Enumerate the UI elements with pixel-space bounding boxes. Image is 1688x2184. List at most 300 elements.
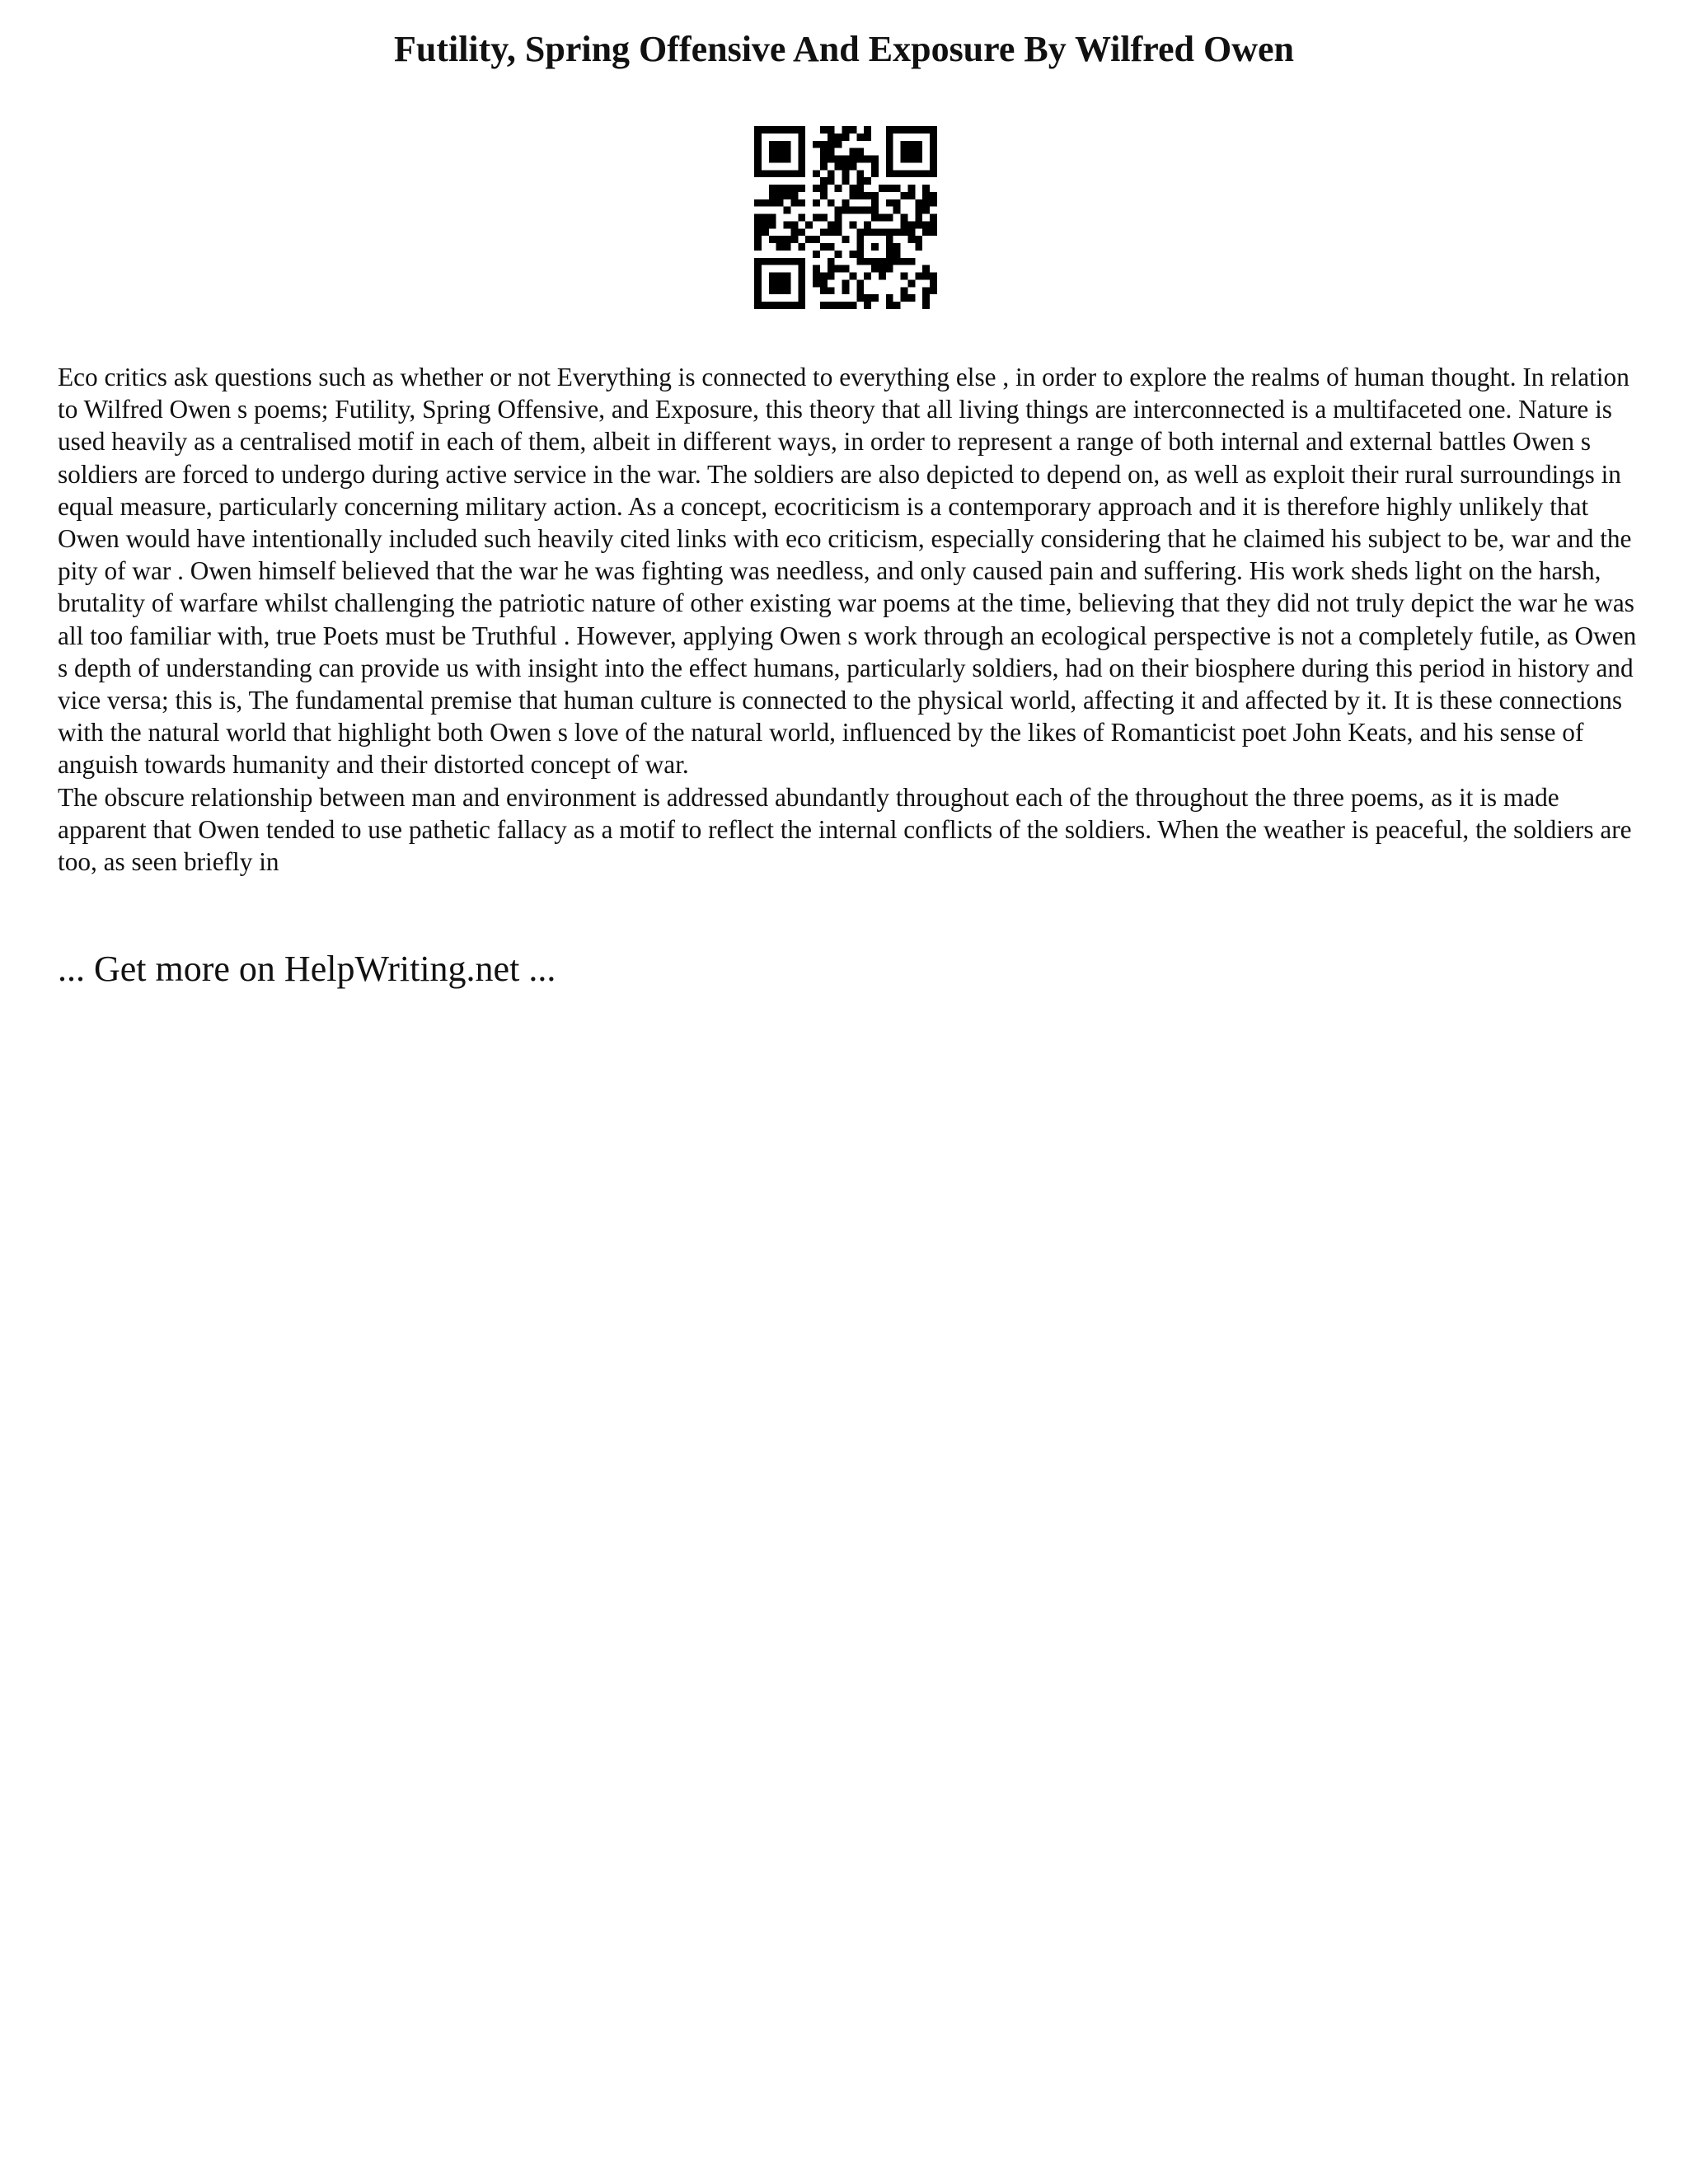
qr-module (871, 156, 879, 163)
qr-module (901, 192, 908, 199)
qr-module (849, 273, 856, 280)
qr-module (930, 134, 937, 141)
qr-module (849, 251, 856, 258)
qr-module (828, 177, 835, 185)
qr-module (776, 236, 784, 243)
qr-module (856, 185, 864, 192)
qr-module (930, 214, 937, 222)
qr-module (820, 287, 828, 294)
qr-module (754, 141, 762, 148)
qr-module (798, 287, 805, 294)
qr-module (915, 207, 922, 214)
qr-module (784, 221, 791, 228)
qr-module (893, 258, 901, 265)
qr-module (790, 236, 798, 243)
qr-module (820, 214, 828, 222)
qr-module (922, 228, 930, 236)
qr-module (849, 207, 856, 214)
qr-module (915, 221, 922, 228)
qr-module (820, 279, 828, 287)
qr-module (769, 185, 776, 192)
qr-module (879, 228, 886, 236)
qr-module (790, 228, 798, 236)
qr-module (798, 199, 805, 207)
qr-module (856, 243, 864, 251)
qr-module (813, 265, 820, 273)
qr-module (849, 221, 856, 228)
qr-module (879, 258, 886, 265)
qr-module (820, 148, 828, 156)
qr-module (871, 243, 879, 251)
qr-module (907, 170, 915, 177)
qr-module (820, 228, 828, 236)
qr-module (790, 258, 798, 265)
qr-module (835, 207, 842, 214)
qr-module (798, 162, 805, 170)
qr-module (842, 265, 850, 273)
qr-module (805, 221, 813, 228)
qr-module (871, 258, 879, 265)
qr-module (762, 199, 769, 207)
qr-module (930, 156, 937, 163)
qr-module (871, 214, 879, 222)
qr-module (856, 228, 864, 236)
paragraph: Eco critics ask questions such as whether or not Everything is connected to everything else , in order to explore the realms of human thought. In relation to Wilfred Owen s poems; Futility, Spring Offensive, and Exposure, this theory that all living things are interconnected is a multifaceted one. Nature is used heavily as a centralised motif in each of them, albeit in different ways, in order to represent a range of both internal and external battles Owen s soldiers are forced to undergo during active service in the war. The soldiers are also depicted to depend on, as well as exploit their rural surroundings in equal measure, particularly concerning military action. As a concept, ecocriticism is a contemporary approach and it is therefore highly unlikely that Owen would have intentionally included such heavily cited links with eco criticism, especially considering that he claimed his subject to be, war and the pity of war . Owen himself believed that the war he was fighting was needless, and only caused pain and suffering. His work sheds light on the harsh, brutality of warfare whilst challenging the patriotic nature of other existing war poems at the time, believing that they did not truly depict the war he was all too familiar with, true Poets must be Truthful . However, applying Owen s work through an ecological perspective is not a completely futile, as Owen s depth of understanding can provide us with insight into the effect humans, particularly soldiers, had on their biosphere during this period in history and vice versa; this is, The fundamental premise that human culture is connected to the physical world, affecting it and affected by it. It is these connections with the natural world that highlight both Owen s love of the natural world, influenced by the likes of Romanticist poet John Keats, and his sense of anguish towards humanity and their distorted concept of war. (58, 363, 1637, 780)
qr-module (769, 192, 776, 199)
qr-module (886, 251, 893, 258)
qr-module (784, 126, 791, 134)
qr-module (915, 170, 922, 177)
qr-module (762, 214, 769, 222)
qr-module (798, 273, 805, 280)
qr-module (784, 258, 791, 265)
qr-module (790, 221, 798, 228)
qr-module (930, 228, 937, 236)
qr-module (879, 185, 886, 192)
qr-module (842, 279, 850, 287)
qr-module (776, 302, 784, 309)
qr-module (828, 273, 835, 280)
qr-module (922, 126, 930, 134)
qr-module (864, 228, 871, 236)
qr-module (842, 199, 850, 207)
qr-module (769, 258, 776, 265)
qr-module (907, 192, 915, 199)
qr-module (893, 228, 901, 236)
qr-module (776, 126, 784, 134)
qr-module (762, 228, 769, 236)
qr-module (820, 185, 828, 192)
qr-module (835, 221, 842, 228)
qr-module (776, 141, 784, 148)
qr-module (915, 236, 922, 243)
qr-module (864, 156, 871, 163)
qr-module (871, 207, 879, 214)
qr-module (828, 228, 835, 236)
qr-module (915, 273, 922, 280)
qr-module (886, 162, 893, 170)
qr-module (930, 279, 937, 287)
qr-module (871, 228, 879, 236)
qr-module (886, 243, 893, 251)
qr-module (856, 207, 864, 214)
qr-module (886, 258, 893, 265)
qr-module (864, 207, 871, 214)
qr-module (754, 294, 762, 302)
qr-module (754, 221, 762, 228)
qr-module (856, 192, 864, 199)
qr-module (901, 170, 908, 177)
qr-module (790, 126, 798, 134)
qr-module (930, 141, 937, 148)
qr-module (893, 170, 901, 177)
qr-module (930, 126, 937, 134)
qr-module (856, 258, 864, 265)
qr-module (835, 251, 842, 258)
qr-module (907, 148, 915, 156)
qr-module (871, 192, 879, 199)
qr-module (784, 279, 791, 287)
qr-module (769, 302, 776, 309)
qr-module (856, 170, 864, 177)
qr-module (886, 199, 893, 207)
qr-module (907, 236, 915, 243)
qr-module (813, 185, 820, 192)
qr-module (922, 287, 930, 294)
qr-module (835, 141, 842, 148)
qr-module (820, 141, 828, 148)
qr-module (820, 162, 828, 170)
qr-module (930, 148, 937, 156)
qr-module (922, 185, 930, 192)
qr-module (907, 228, 915, 236)
qr-module (849, 302, 856, 309)
qr-module (790, 192, 798, 199)
qr-module (754, 170, 762, 177)
qr-module (922, 221, 930, 228)
qr-module (893, 185, 901, 192)
qr-module (762, 170, 769, 177)
qr-module (776, 258, 784, 265)
qr-module (901, 294, 908, 302)
qr-module (901, 228, 908, 236)
qr-module (769, 279, 776, 287)
qr-module (813, 279, 820, 287)
qr-module (776, 287, 784, 294)
qr-module (754, 236, 762, 243)
qr-module (893, 199, 901, 207)
qr-module (879, 273, 886, 280)
qr-module (907, 185, 915, 192)
qr-module (798, 265, 805, 273)
qr-module (864, 273, 871, 280)
qr-module (893, 302, 901, 309)
qr-module (886, 228, 893, 236)
qr-module (776, 170, 784, 177)
qr-module (769, 214, 776, 222)
qr-module (901, 221, 908, 228)
qr-module (871, 265, 879, 273)
qr-module (856, 294, 864, 302)
get-more-link[interactable]: ... Get more on HelpWriting.net ... (58, 949, 556, 989)
qr-module (754, 302, 762, 309)
qr-module (930, 287, 937, 294)
qr-module (776, 273, 784, 280)
qr-module (856, 156, 864, 163)
qr-module (849, 185, 856, 192)
qr-module (784, 141, 791, 148)
qr-module (754, 126, 762, 134)
qr-module (856, 236, 864, 243)
qr-module (813, 170, 820, 177)
qr-module (856, 279, 864, 287)
qr-module (907, 258, 915, 265)
qr-module (856, 177, 864, 185)
qr-module (776, 148, 784, 156)
qr-module (784, 148, 791, 156)
qr-module (842, 287, 850, 294)
qr-module (907, 126, 915, 134)
qr-module (886, 185, 893, 192)
qr-module (835, 214, 842, 222)
qr-module (901, 156, 908, 163)
qr-module (813, 251, 820, 258)
qr-module (828, 126, 835, 134)
qr-module (886, 156, 893, 163)
qr-module (915, 126, 922, 134)
qr-module (901, 287, 908, 294)
qr-module (901, 273, 908, 280)
qr-module (842, 177, 850, 185)
qr-module (828, 265, 835, 273)
qr-module (835, 162, 842, 170)
qr-module (907, 141, 915, 148)
qr-module (930, 199, 937, 207)
qr-module (922, 302, 930, 309)
qr-module (856, 148, 864, 156)
qr-module (798, 156, 805, 163)
qr-module (828, 148, 835, 156)
qr-module (879, 265, 886, 273)
qr-module (828, 199, 835, 207)
qr-module (922, 170, 930, 177)
qr-module (798, 185, 805, 192)
qr-module (864, 294, 871, 302)
qr-module (798, 148, 805, 156)
qr-module (784, 243, 791, 251)
qr-module (901, 214, 908, 222)
qr-module (907, 294, 915, 302)
qr-module (798, 279, 805, 287)
article-body (58, 361, 1640, 878)
qr-module (879, 214, 886, 222)
qr-module (769, 236, 776, 243)
qr-module (893, 243, 901, 251)
qr-module (828, 258, 835, 265)
qr-module (915, 199, 922, 207)
qr-module (813, 214, 820, 222)
qr-module (828, 243, 835, 251)
qr-module (820, 177, 828, 185)
qr-module (769, 221, 776, 228)
qr-module (769, 148, 776, 156)
qr-module (893, 126, 901, 134)
qr-module (769, 156, 776, 163)
qr-module (930, 273, 937, 280)
qr-module (886, 126, 893, 134)
qr-module (820, 243, 828, 251)
qr-module (901, 148, 908, 156)
qr-module (842, 156, 850, 163)
qr-module (798, 134, 805, 141)
qr-module (798, 228, 805, 236)
qr-module (871, 170, 879, 177)
qr-module (754, 228, 762, 236)
qr-module (762, 302, 769, 309)
qr-module (798, 170, 805, 177)
qr-module (820, 273, 828, 280)
qr-module (886, 236, 893, 243)
qr-module (864, 134, 871, 141)
qr-module (842, 170, 850, 177)
paragraph: The obscure relationship between man and environment is addressed abundantly throughout each of the throughout the three poems, as it is made apparent that Owen tended to use pathetic fallacy as a motif to reflect the internal conflicts of the soldiers. When the weather is peaceful, the soldiers are too, as seen briefly in (58, 782, 1632, 877)
qr-module (901, 141, 908, 148)
qr-module (915, 214, 922, 222)
qr-module (886, 265, 893, 273)
qr-module (769, 141, 776, 148)
qr-module (820, 156, 828, 163)
qr-module (886, 294, 893, 302)
qr-module (776, 279, 784, 287)
qr-module (784, 192, 791, 199)
qr-module (769, 287, 776, 294)
qr-module (864, 126, 871, 134)
qr-module (835, 185, 842, 192)
qr-module (754, 265, 762, 273)
qr-module (784, 287, 791, 294)
qr-module (754, 162, 762, 170)
qr-module (907, 279, 915, 287)
qr-module (769, 170, 776, 177)
qr-module (871, 199, 879, 207)
qr-module (849, 192, 856, 199)
qr-module (835, 228, 842, 236)
qr-module (901, 258, 908, 265)
qr-module (864, 258, 871, 265)
qr-module (754, 258, 762, 265)
qr-module (828, 221, 835, 228)
qr-module (915, 156, 922, 163)
qr-module (842, 207, 850, 214)
qr-module (754, 273, 762, 280)
qr-module (790, 302, 798, 309)
qr-module (784, 273, 791, 280)
qr-module (784, 236, 791, 243)
qr-module (922, 273, 930, 280)
qr-module (907, 156, 915, 163)
qr-module (798, 294, 805, 302)
qr-module (784, 185, 791, 192)
qr-module (871, 294, 879, 302)
qr-module (776, 199, 784, 207)
qr-module (930, 170, 937, 177)
qr-module (798, 258, 805, 265)
qr-module (813, 273, 820, 280)
qr-module (922, 207, 930, 214)
qr-module (754, 243, 762, 251)
qr-module (790, 199, 798, 207)
qr-module (784, 302, 791, 309)
qr-module (776, 243, 784, 251)
qr-module (864, 177, 871, 185)
qr-module (754, 214, 762, 222)
qr-module (754, 199, 762, 207)
qr-module (864, 221, 871, 228)
qr-module (762, 126, 769, 134)
qr-module (922, 192, 930, 199)
qr-module (886, 141, 893, 148)
qr-module (886, 148, 893, 156)
qr-module (849, 148, 856, 156)
qr-module (835, 265, 842, 273)
qr-module (798, 302, 805, 309)
qr-module (842, 302, 850, 309)
qr-module (828, 170, 835, 177)
qr-module (915, 243, 922, 251)
qr-module (762, 221, 769, 228)
qr-module (842, 134, 850, 141)
qr-module (886, 134, 893, 141)
qr-module (886, 214, 893, 222)
qr-module (849, 162, 856, 170)
qr-module (798, 126, 805, 134)
qr-module (864, 192, 871, 199)
page-title: Futility, Spring Offensive And Exposure By Wilfred Owen (393, 29, 1295, 69)
qr-module (901, 126, 908, 134)
qr-module (893, 207, 901, 214)
qr-module (930, 192, 937, 199)
qr-module (856, 251, 864, 258)
qr-module (871, 162, 879, 170)
qr-module (856, 134, 864, 141)
qr-module (842, 236, 850, 243)
qr-module (828, 156, 835, 163)
qr-module (886, 302, 893, 309)
qr-module (842, 162, 850, 170)
qr-module (798, 243, 805, 251)
qr-module (842, 126, 850, 134)
qr-module (835, 134, 842, 141)
qr-module (790, 170, 798, 177)
qr-module (856, 287, 864, 294)
qr-module (922, 265, 930, 273)
qr-module (930, 221, 937, 228)
qr-module (769, 273, 776, 280)
qr-module (915, 141, 922, 148)
qr-module (828, 287, 835, 294)
qr-module (754, 287, 762, 294)
qr-module (805, 236, 813, 243)
qr-module (930, 162, 937, 170)
qr-module (776, 156, 784, 163)
qr-module (813, 236, 820, 243)
qr-module (820, 302, 828, 309)
qr-module (754, 134, 762, 141)
qr-module (849, 126, 856, 134)
qr-module (864, 302, 871, 309)
qr-module (922, 199, 930, 207)
qr-module (784, 170, 791, 177)
